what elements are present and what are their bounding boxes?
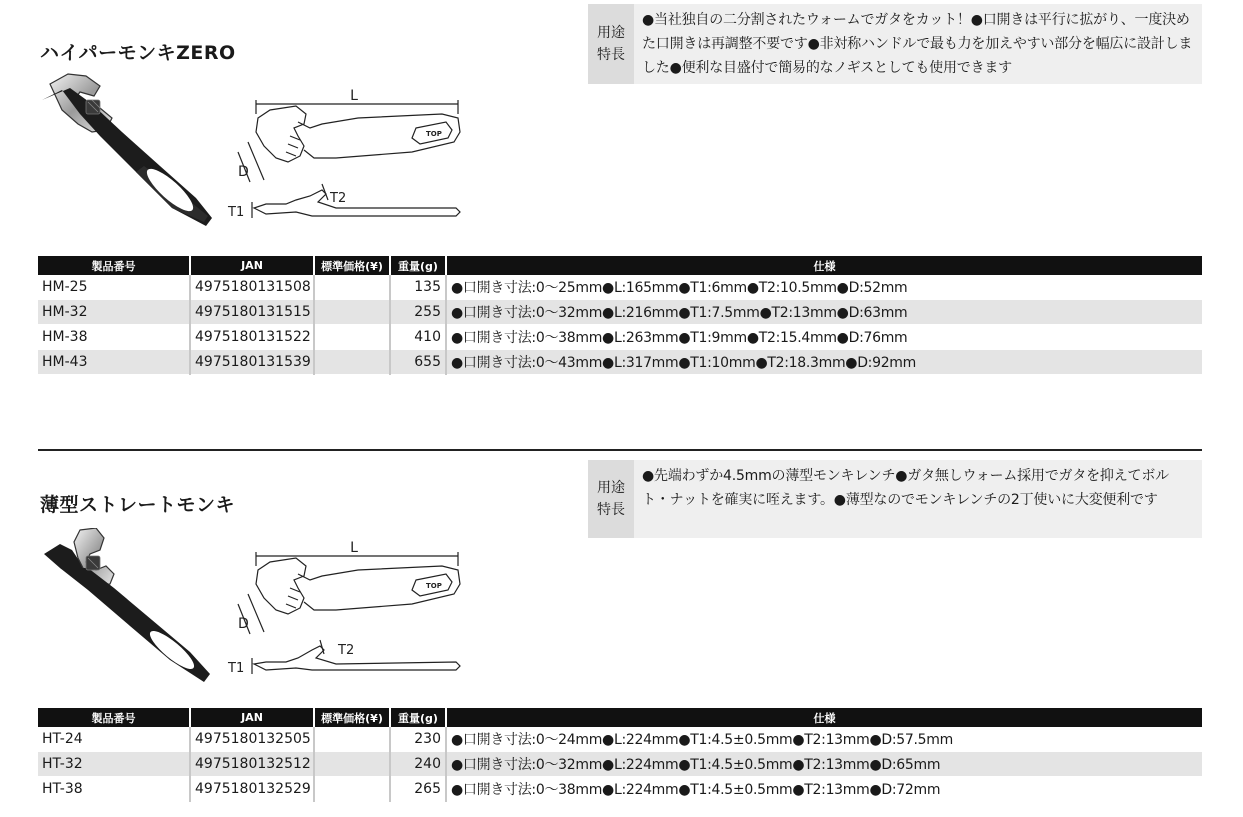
feature-box	[588, 4, 1202, 84]
header-weight: 重量(g)	[390, 708, 446, 727]
cell-price	[314, 275, 390, 300]
header-price: 標準価格(¥)	[314, 256, 390, 275]
dimension-label-t1: T1	[228, 205, 245, 220]
feature-label-usage: 用途	[597, 480, 625, 496]
cell-spec: ●口開き寸法:0〜32mm●L:216mm●T1:7.5mm●T2:13mm●D:63mm	[446, 300, 1202, 325]
table-header-row	[38, 256, 1202, 275]
feature-label-features: 特長	[597, 502, 625, 518]
spec-table	[38, 256, 1202, 375]
dimension-label-l: L	[350, 88, 358, 104]
cell-price	[314, 727, 390, 752]
dimension-label-d: D	[238, 164, 249, 180]
cell-price	[314, 350, 390, 375]
cell-spec: ●口開き寸法:0〜25mm●L:165mm●T1:6mm●T2:10.5mm●D:52mm	[446, 275, 1202, 300]
table-row	[38, 325, 1202, 350]
dimension-diagram	[226, 536, 472, 682]
cell-price	[314, 300, 390, 325]
dimension-label-t2: T2	[338, 643, 355, 658]
cell-jan: 4975180131539	[190, 350, 314, 375]
cell-spec: ●口開き寸法:0〜24mm●L:224mm●T1:4.5±0.5mm●T2:13mm●D:57.5mm	[446, 727, 1202, 752]
table-row	[38, 752, 1202, 777]
cell-spec: ●口開き寸法:0〜38mm●L:263mm●T1:9mm●T2:15.4mm●D:76mm	[446, 325, 1202, 350]
table-row	[38, 727, 1202, 752]
wrench-photo	[40, 528, 216, 692]
product-title: ハイパーモンキZERO	[40, 42, 236, 64]
feature-text: ●先端わずか4.5mmの薄型モンキレンチ●ガタ無しウォーム採用でガタを抑えてボルト・ナットを確実に咥えます。●薄型なのでモンキレンチの2丁使いに大変便利です	[642, 468, 1169, 508]
cell-weight: 135	[390, 275, 446, 300]
header-price: 標準価格(¥)	[314, 708, 390, 727]
header-spec: 仕様	[446, 708, 1202, 727]
feature-label-features: 特長	[597, 47, 625, 63]
dimension-label-l: L	[350, 540, 358, 556]
feature-text: ●当社独自の二分割されたウォームでガタをカット！●口開きは平行に拡がり、一度決めた口開きは再調整不要です●非対称ハンドルで最も力を加えやすい部分を幅広に設計しました●便利な目盛付で簡易的なノギスとしても使用できます	[642, 12, 1193, 76]
cell-jan: 4975180132529	[190, 777, 314, 802]
feature-label-usage: 用途	[597, 25, 625, 41]
cell-jan: 4975180131515	[190, 300, 314, 325]
dimension-diagram	[226, 84, 472, 230]
header-product-code: 製品番号	[38, 708, 190, 727]
cell-code: HM-38	[38, 325, 190, 350]
cell-price	[314, 777, 390, 802]
header-jan: JAN	[190, 708, 314, 727]
feature-label	[588, 4, 634, 84]
brand-logo: TOP	[426, 582, 442, 590]
dimension-label-t2: T2	[330, 191, 347, 206]
cell-code: HT-32	[38, 752, 190, 777]
table-row	[38, 350, 1202, 375]
cell-code: HM-25	[38, 275, 190, 300]
cell-weight: 240	[390, 752, 446, 777]
header-product-code: 製品番号	[38, 256, 190, 275]
product-section-hyper-monkey-zero	[0, 0, 1243, 380]
cell-price	[314, 325, 390, 350]
cell-weight: 265	[390, 777, 446, 802]
cell-spec: ●口開き寸法:0〜43mm●L:317mm●T1:10mm●T2:18.3mm●D:92mm	[446, 350, 1202, 375]
feature-box	[588, 460, 1202, 538]
cell-weight: 255	[390, 300, 446, 325]
table-header-row	[38, 708, 1202, 727]
brand-logo: TOP	[426, 130, 442, 138]
cell-code: HT-38	[38, 777, 190, 802]
cell-price	[314, 752, 390, 777]
cell-code: HM-32	[38, 300, 190, 325]
spec-table	[38, 708, 1202, 802]
table-row	[38, 275, 1202, 300]
dimension-label-t1: T1	[228, 661, 245, 676]
cell-code: HT-24	[38, 727, 190, 752]
table-row	[38, 777, 1202, 802]
cell-jan: 4975180131522	[190, 325, 314, 350]
cell-jan: 4975180131508	[190, 275, 314, 300]
product-title: 薄型ストレートモンキ	[40, 494, 236, 516]
header-weight: 重量(g)	[390, 256, 446, 275]
product-section-thin-straight-monkey	[0, 450, 1243, 817]
cell-jan: 4975180132505	[190, 727, 314, 752]
dimension-label-d: D	[238, 616, 249, 632]
cell-weight: 655	[390, 350, 446, 375]
cell-spec: ●口開き寸法:0〜32mm●L:224mm●T1:4.5±0.5mm●T2:13mm●D:65mm	[446, 752, 1202, 777]
header-jan: JAN	[190, 256, 314, 275]
table-row	[38, 300, 1202, 325]
cell-spec: ●口開き寸法:0〜38mm●L:224mm●T1:4.5±0.5mm●T2:13mm●D:72mm	[446, 777, 1202, 802]
feature-label	[588, 460, 634, 538]
wrench-photo	[40, 70, 216, 234]
cell-jan: 4975180132512	[190, 752, 314, 777]
cell-weight: 410	[390, 325, 446, 350]
header-spec: 仕様	[446, 256, 1202, 275]
cell-code: HM-43	[38, 350, 190, 375]
cell-weight: 230	[390, 727, 446, 752]
